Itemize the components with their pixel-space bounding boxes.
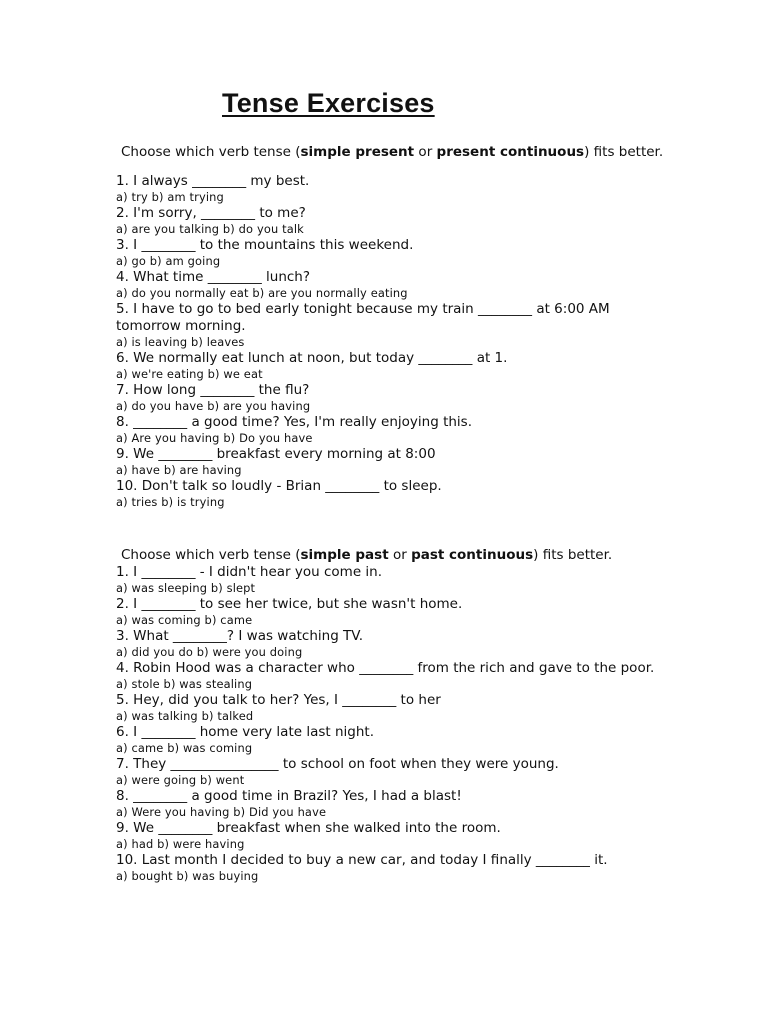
question-item — [116, 756, 676, 788]
question-item — [116, 173, 676, 205]
question-text: 8. ________ a good time in Brazil? Yes, I had a blast! — [116, 788, 462, 804]
question-text: 10. Last month I decided to buy a new car, and today I finally ________ it. — [116, 852, 608, 868]
tense-term: past continuous — [411, 547, 534, 563]
question-item — [116, 301, 676, 350]
answer-options: a) do you normally eat b) are you normally eating — [116, 286, 408, 300]
question-text: 5. I have to go to bed early tonight because my train ________ at 6:00 AM tomorrow morning. — [116, 301, 610, 334]
question-item — [116, 446, 676, 478]
question-item — [116, 205, 676, 237]
question-item — [116, 820, 676, 852]
answer-options: a) bought b) was buying — [116, 869, 259, 883]
question-text: 2. I'm sorry, ________ to me? — [116, 205, 306, 221]
answer-options: a) we're eating b) we eat — [116, 367, 263, 381]
instruction-text: or — [414, 144, 437, 160]
question-item — [116, 269, 676, 301]
answer-options: a) go b) am going — [116, 254, 221, 268]
question-text: 10. Don't talk so loudly - Brian ________ to sleep. — [116, 478, 442, 494]
question-text: 3. What ________? I was watching TV. — [116, 628, 364, 644]
tense-term: simple present — [300, 144, 415, 160]
answer-options: a) tries b) is trying — [116, 495, 225, 509]
question-text: 4. What time ________ lunch? — [116, 269, 311, 285]
question-text: 5. Hey, did you talk to her? Yes, I ________ to her — [116, 692, 441, 708]
question-item — [116, 237, 676, 269]
question-item — [116, 660, 676, 692]
question-item — [116, 414, 676, 446]
answer-options: a) was coming b) came — [116, 613, 253, 627]
question-item — [116, 628, 676, 660]
answer-options: a) Were you having b) Did you have — [116, 805, 327, 819]
question-text: 9. We ________ breakfast when she walked into the room. — [116, 820, 501, 836]
section-past-tenses — [116, 546, 676, 884]
question-text: 7. They ________________ to school on foot when they were young. — [116, 756, 559, 772]
answer-options: a) was sleeping b) slept — [116, 581, 256, 595]
answer-options: a) came b) was coming — [116, 741, 253, 755]
question-item — [116, 692, 676, 724]
question-text: 1. I always ________ my best. — [116, 173, 310, 189]
question-item — [116, 478, 676, 510]
question-item — [116, 596, 676, 628]
question-item — [116, 724, 676, 756]
section-present-tenses — [116, 143, 676, 510]
question-text: 1. I ________ - I didn't hear you come in. — [116, 564, 383, 580]
question-text: 9. We ________ breakfast every morning at 8:00 — [116, 446, 436, 462]
page-title: Tense Exercises — [222, 88, 435, 118]
answer-options: a) have b) are having — [116, 463, 242, 477]
tense-term: present continuous — [436, 144, 585, 160]
instruction-text: ) fits better. — [533, 547, 613, 563]
answer-options: a) is leaving b) leaves — [116, 335, 245, 349]
answer-options: a) try b) am trying — [116, 190, 224, 204]
instruction-text: Choose which verb tense ( — [121, 144, 301, 160]
question-text: 7. How long ________ the flu? — [116, 382, 310, 398]
answer-options: a) were going b) went — [116, 773, 245, 787]
instruction-text: Choose which verb tense ( — [121, 547, 301, 563]
answer-options: a) was talking b) talked — [116, 709, 254, 723]
answer-options: a) are you talking b) do you talk — [116, 222, 304, 236]
answer-options: a) do you have b) are you having — [116, 399, 311, 413]
question-item — [116, 382, 676, 414]
question-text: 8. ________ a good time? Yes, I'm really enjoying this. — [116, 414, 473, 430]
section-instruction — [116, 546, 676, 564]
question-item — [116, 788, 676, 820]
instruction-text: ) fits better. — [584, 144, 664, 160]
question-item — [116, 852, 676, 884]
question-text: 6. We normally eat lunch at noon, but today ________ at 1. — [116, 350, 508, 366]
answer-options: a) had b) were having — [116, 837, 245, 851]
question-text: 4. Robin Hood was a character who ________ from the rich and gave to the poor. — [116, 660, 655, 676]
question-text: 3. I ________ to the mountains this weekend. — [116, 237, 414, 253]
section-instruction — [116, 143, 676, 161]
answer-options: a) did you do b) were you doing — [116, 645, 303, 659]
question-item — [116, 350, 676, 382]
answer-options: a) stole b) was stealing — [116, 677, 253, 691]
question-text: 2. I ________ to see her twice, but she wasn't home. — [116, 596, 463, 612]
instruction-text: or — [388, 547, 412, 563]
answer-options: a) Are you having b) Do you have — [116, 431, 313, 445]
question-text: 6. I ________ home very late last night. — [116, 724, 374, 740]
question-item — [116, 564, 676, 596]
tense-term: simple past — [300, 547, 389, 563]
